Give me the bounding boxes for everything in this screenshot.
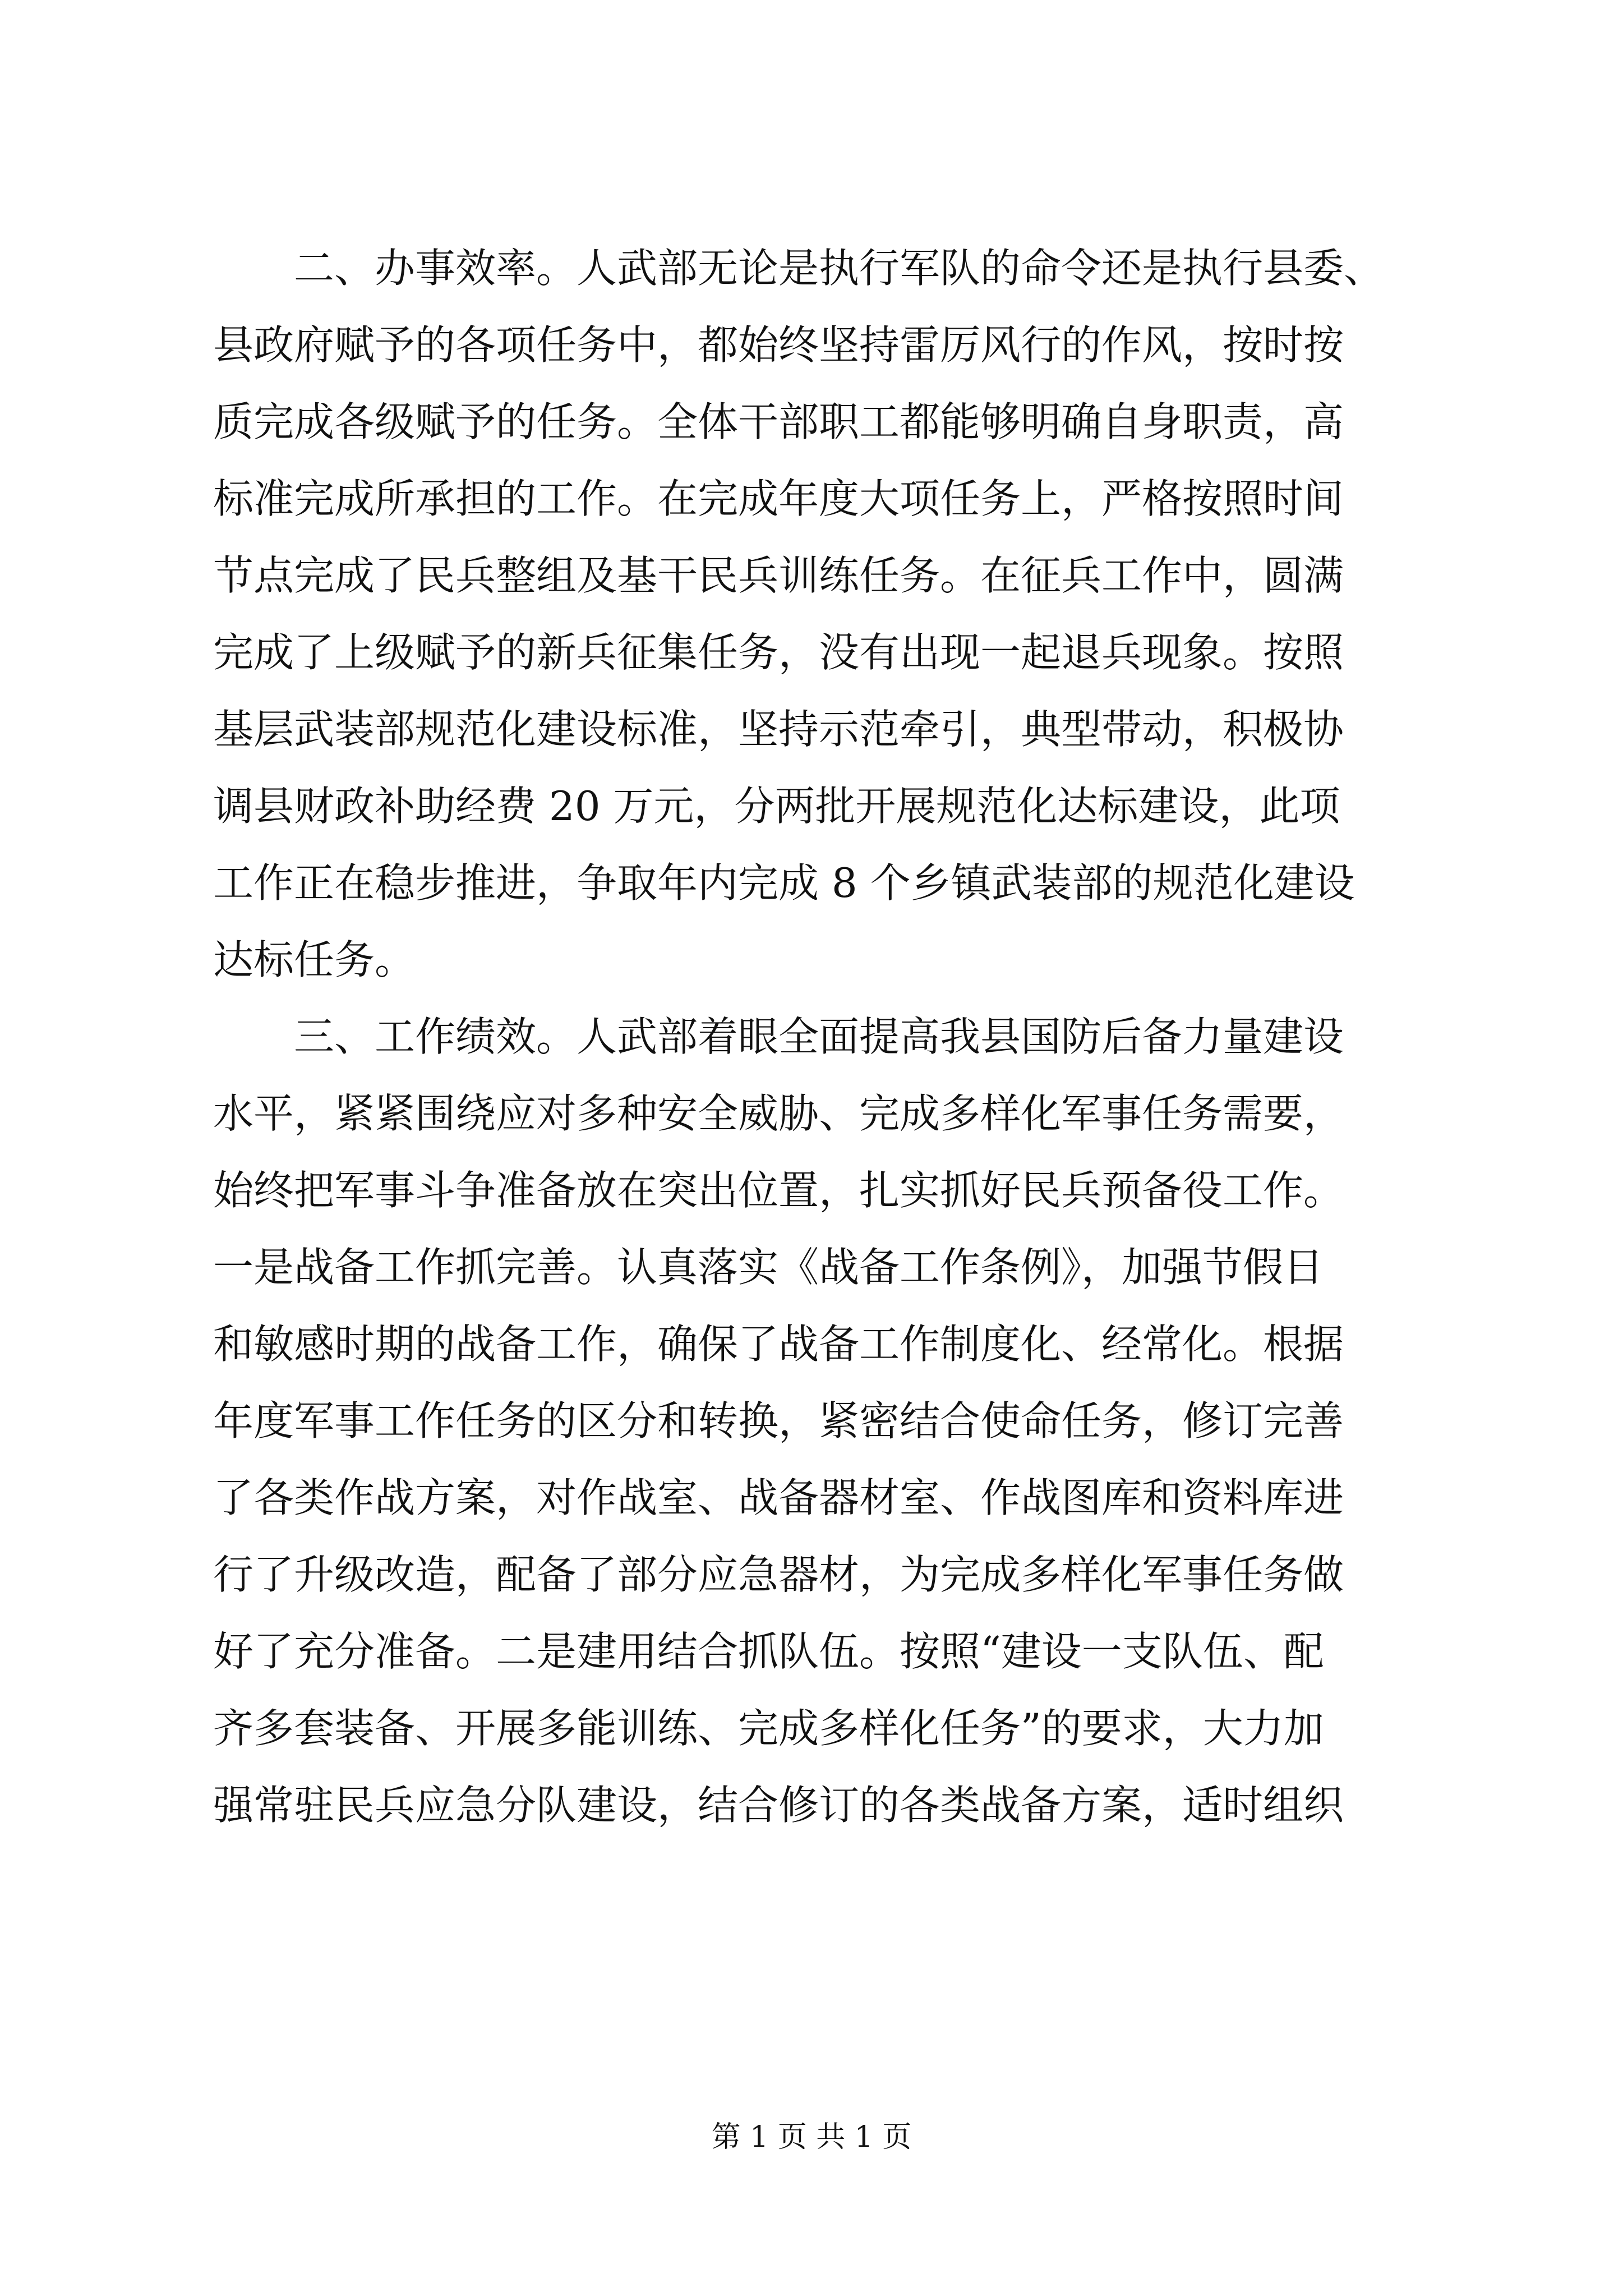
text-line: 工作正在稳步推进，争取年内完成 8 个乡镇武装部的规范化建设 <box>213 859 1355 907</box>
text-line: 节点完成了民兵整组及基干民兵训练任务。在征兵工作中，圆满 <box>213 552 1344 599</box>
text-line: 标准完成所承担的工作。在完成年度大项任务上，严格按照时间 <box>213 475 1344 522</box>
text-line: 好了充分准备。二是建用结合抓队伍。按照“建设一支队伍、配 <box>213 1628 1324 1675</box>
text-line: 了各类作战方案，对作战室、战备器材室、作战图库和资料库进 <box>213 1474 1344 1521</box>
document-body <box>213 230 1441 1844</box>
text-line: 一是战备工作抓完善。认真落实《战备工作条例》，加强节假日 <box>213 1244 1324 1291</box>
text-line: 质完成各级赋予的任务。全体干部职工都能够明确自身职责，高 <box>213 398 1344 445</box>
page-number-label: 第 1 页 共 1 页 <box>711 2120 912 2154</box>
page-footer <box>0 2118 1623 2157</box>
text-line: 行了升级改造，配备了部分应急器材，为完成多样化军事任务做 <box>213 1551 1344 1598</box>
text-line: 县政府赋予的各项任务中，都始终坚持雷厉风行的作风，按时按 <box>213 321 1344 369</box>
text-line: 达标任务。 <box>213 936 416 983</box>
text-line: 三、工作绩效。人武部着眼全面提高我县国防后备力量建设 <box>213 1013 1344 1060</box>
text-line: 二、办事效率。人武部无论是执行军队的命令还是执行县委、 <box>213 245 1385 292</box>
text-line: 始终把军事斗争准备放在突出位置，扎实抓好民兵预备役工作。 <box>213 1167 1344 1214</box>
text-line: 调县财政补助经费 20 万元，分两批开展规范化达标建设，此项 <box>213 783 1340 830</box>
text-line: 基层武装部规范化建设标准，坚持示范牵引，典型带动，积极协 <box>213 706 1344 753</box>
text-line: 年度军事工作任务的区分和转换，紧密结合使命任务，修订完善 <box>213 1397 1344 1444</box>
text-line: 齐多套装备、开展多能训练、完成多样化任务”的要求，大力加 <box>213 1705 1324 1752</box>
text-line: 和敏感时期的战备工作，确保了战备工作制度化、经常化。根据 <box>213 1320 1344 1368</box>
text-line: 强常驻民兵应急分队建设，结合修订的各类战备方案，适时组织 <box>213 1782 1344 1829</box>
text-line: 完成了上级赋予的新兵征集任务，没有出现一起退兵现象。按照 <box>213 629 1344 676</box>
text-line: 水平，紧紧围绕应对多种安全威胁、完成多样化军事任务需要， <box>213 1090 1344 1137</box>
